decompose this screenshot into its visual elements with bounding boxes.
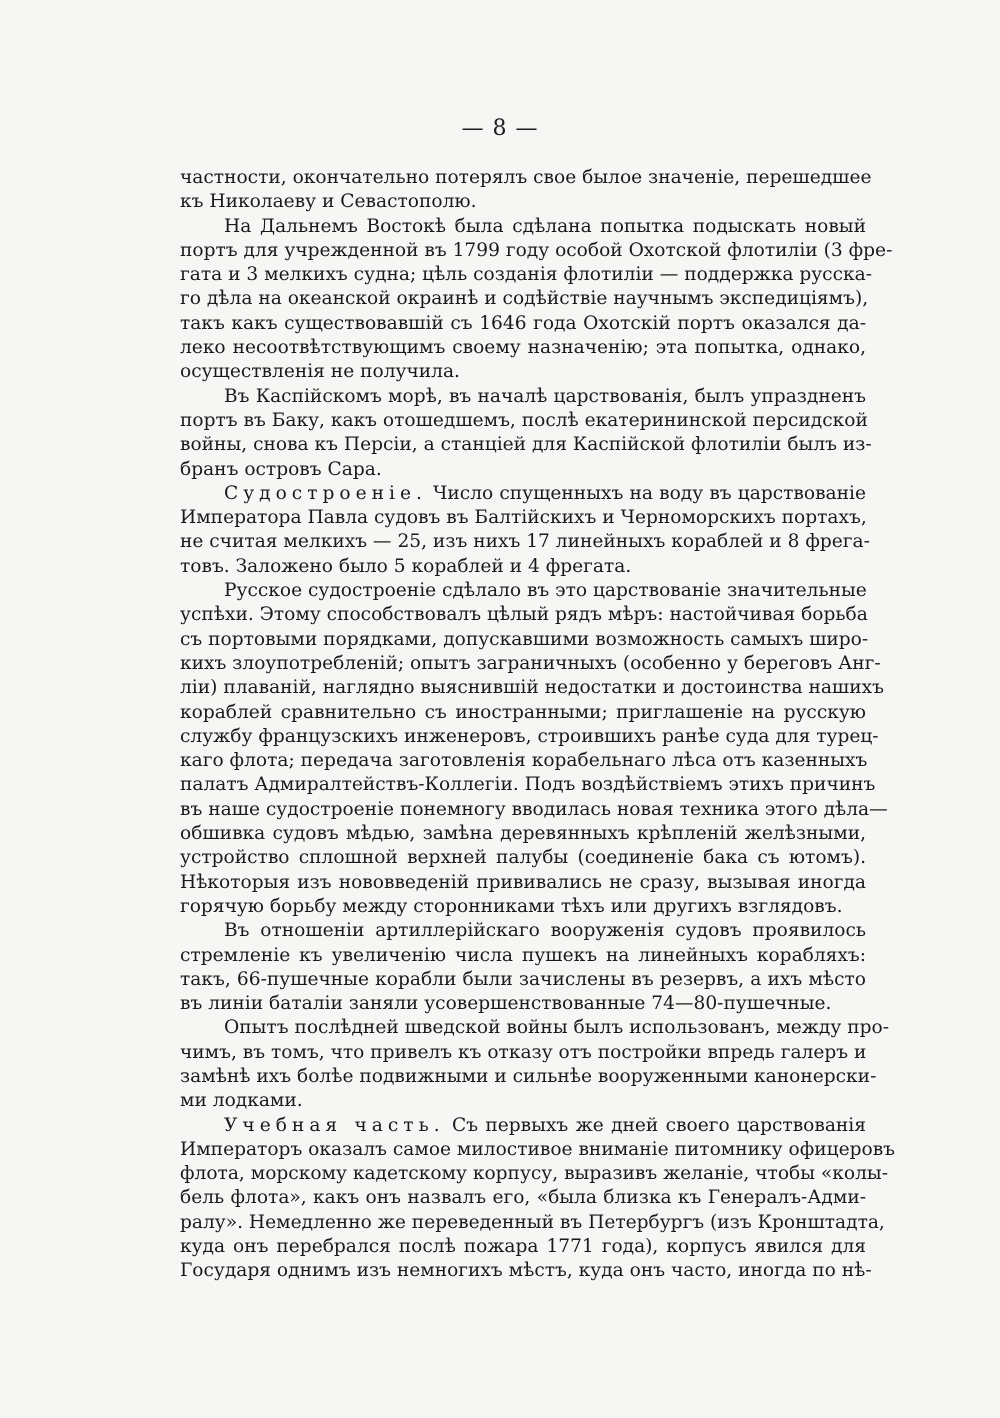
section-text: Число спущенныхъ на воду въ царствованiе xyxy=(426,482,866,504)
text-line xyxy=(180,1114,866,1138)
text-line: Императора Павла судовъ въ Балтiйскихъ и Черноморскихъ портахъ, xyxy=(180,507,867,529)
text-line: съ портовыми порядками, допускавшими возможность самыхъ широ- xyxy=(180,628,869,650)
text-line: Государя однимъ изъ немногихъ мѣстъ, куда онъ часто, иногда по нѣ- xyxy=(180,1260,872,1282)
section-heading: Учебная часть. xyxy=(224,1114,445,1136)
text-line: Опытъ послѣдней шведской войны былъ использованъ, между про- xyxy=(224,1017,889,1039)
text-line: На Дальнемъ Востокѣ была сдѣлана попытка подыскать новый xyxy=(224,215,866,237)
text-line: бранъ островъ Сара. xyxy=(180,458,382,480)
text-line: каго флота; передача заготовленiя корабельнаго лѣса отъ казенныхъ xyxy=(180,750,868,772)
text-line: лiи) плаванiй, наглядно выяснившiй недостатки и достоинства нашихъ xyxy=(180,677,884,699)
text-line: Нѣкоторыя изъ нововведенiй прививались не сразу, вызывая иногда xyxy=(180,871,866,893)
text-line: гата и 3 мелкихъ судна; цѣль созданiя флотилiи — поддержка русска- xyxy=(180,264,872,286)
text-line: въ линiи баталiи заняли усовершенствованные 74—80-пушечные. xyxy=(180,993,832,1015)
text-line: бель флота», какъ онъ назвалъ его, «была близка къ Генералъ-Адми- xyxy=(180,1187,866,1209)
text-line: такъ, 66-пушечные корабли были зачислены въ резервъ, а ихъ мѣсто xyxy=(180,968,866,990)
section-text: Съ первыхъ же дней своего царствованiя xyxy=(444,1114,866,1136)
text-line: Русское судостроенiе сдѣлало въ это царствованiе значительные xyxy=(224,580,867,602)
text-line: въ наше судостроенiе понемногу вводилась новая техника этого дѣла— xyxy=(180,798,888,820)
text-line: ми лодками. xyxy=(180,1090,303,1112)
text-line xyxy=(180,482,866,506)
text-line: леко несоотвѣтствующимъ своему назначенiю; эта попытка, однако, xyxy=(180,337,866,359)
text-line: стремленiе къ увеличенiю числа пушекъ на линейныхъ корабляхъ: xyxy=(180,944,866,966)
text-line: палатъ Адмиралтействъ-Коллегiи. Подъ воздѣйствiемъ этихъ причинъ xyxy=(180,774,876,796)
text-line: осуществленiя не получила. xyxy=(180,361,460,383)
text-line: войны, снова къ Персiи, а станцiей для Каспiйской флотилiи былъ из- xyxy=(180,434,872,456)
text-line: частности, окончательно потерялъ свое былое значенiе, перешедшее xyxy=(180,167,872,188)
text-line: къ Николаеву и Севастополю. xyxy=(180,191,477,213)
text-line: не считая мелкихъ — 25, изъ нихъ 17 линейныхъ кораблей и 8 фрега- xyxy=(180,531,870,553)
text-line: Въ Каспiйскомъ морѣ, въ началѣ царствованiя, былъ упраздненъ xyxy=(224,385,866,407)
text-line: службу французскихъ инженеровъ, строившихъ ранѣе суда для турец- xyxy=(180,725,879,747)
text-line: обшивка судовъ мѣдью, замѣна деревянныхъ крѣпленiй желѣзными, xyxy=(180,823,866,845)
section-heading: Судостроенiе. xyxy=(224,482,427,504)
text-line: Императоръ оказалъ самое милостивое вниманiе питомнику офицеровъ xyxy=(180,1138,896,1160)
text-line: портъ въ Баку, какъ отошедшемъ, послѣ екатерининской персидской xyxy=(180,409,868,431)
text-line: ралу». Немедленно же переведенный въ Петербургъ (изъ Кронштадта, xyxy=(180,1211,885,1233)
text-line: товъ. Заложено было 5 кораблей и 4 фрегата. xyxy=(180,555,632,577)
text-line: устройство сплошной верхней палубы (соединенiе бака съ ютомъ). xyxy=(180,847,866,869)
text-line: го дѣла на океанской окраинѣ и содѣйствiе научнымъ экспедицiямъ), xyxy=(180,288,869,310)
text-line: флота, морскому кадетскому корпусу, выразивъ желанiе, чтобы «колы- xyxy=(180,1163,888,1185)
text-line: куда онъ перебрался послѣ пожара 1771 года), корпусъ явился для xyxy=(180,1236,866,1258)
text-line: чимъ, въ томъ, что привелъ къ отказу отъ постройки впредь галеръ и xyxy=(180,1041,867,1063)
text-line: портъ для учрежденной въ 1799 году особой Охотской флотилiи (3 фре- xyxy=(180,239,893,261)
text-line: Въ отношенiи артиллерiйскаго вооруженiя судовъ проявилось xyxy=(224,920,866,942)
body-text xyxy=(180,166,896,1284)
text-line: горячую борьбу между сторонниками тѣхъ или другихъ взглядовъ. xyxy=(180,895,843,917)
text-line: замѣнѣ ихъ болѣе подвижными и сильнѣе вооруженными канонерски- xyxy=(180,1065,877,1087)
text-line: кораблей сравнительно съ иностранными; приглашенiе на русскую xyxy=(180,701,866,723)
page-number: — 8 — xyxy=(461,116,539,141)
text-line: такъ какъ существовавшiй съ 1646 года Охотскiй портъ оказался да- xyxy=(180,312,866,334)
text-line: кихъ злоупотребленiй; опытъ заграничныхъ (особенно у береговъ Анг- xyxy=(180,652,881,674)
text-line: успѣхи. Этому способствовалъ цѣлый рядъ мѣръ: настойчивая борьба xyxy=(180,604,868,626)
